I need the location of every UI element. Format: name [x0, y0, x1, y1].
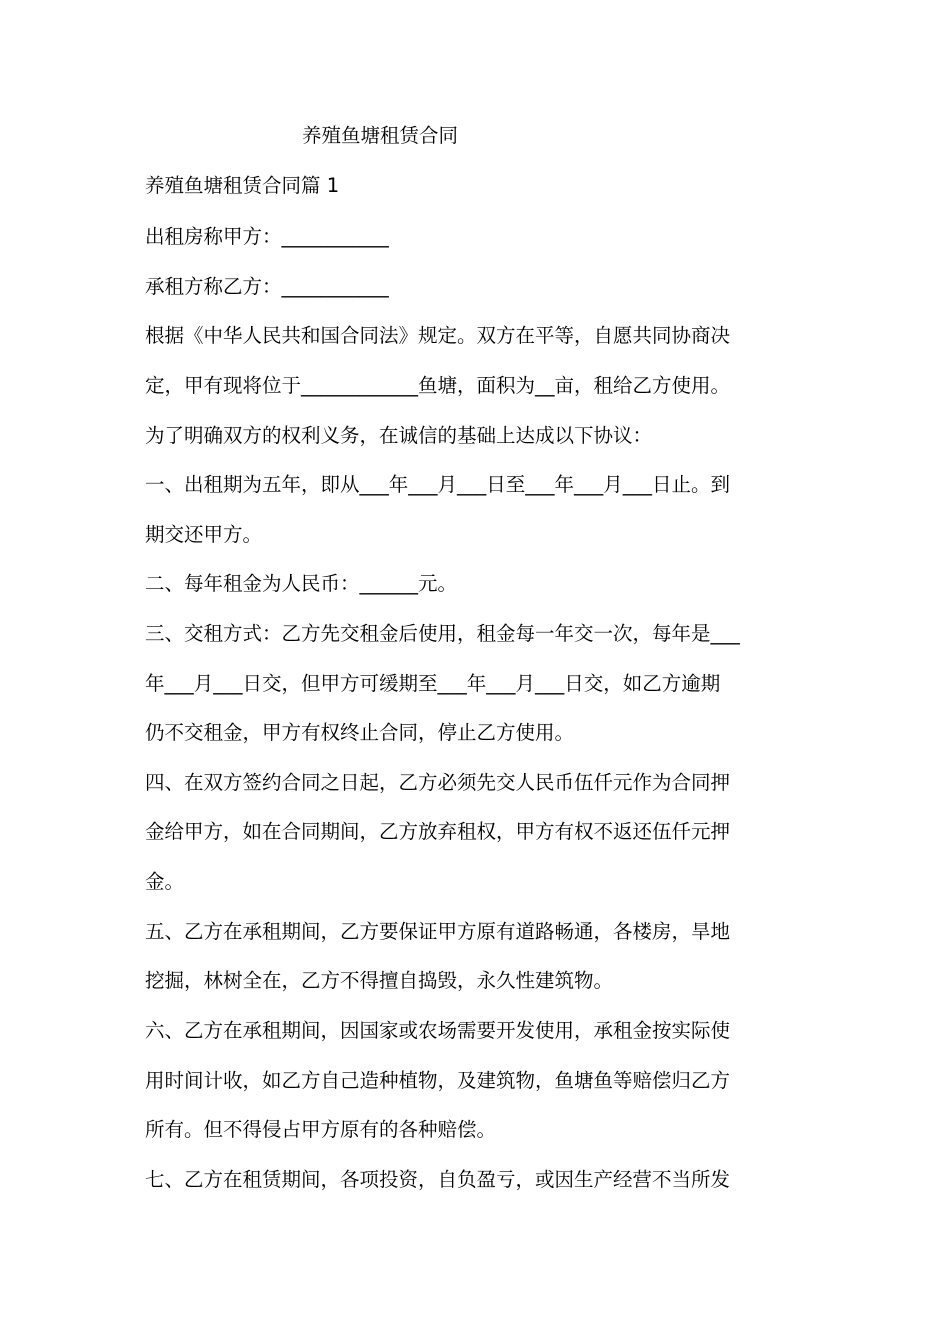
clause-4-line: 四、在双方签约合同之日起，乙方必须先交人民币伍仟元作为合同押: [145, 771, 731, 794]
clause-3-line: 仍不交租金，甲方有权终止合同，停止乙方使用。: [145, 721, 575, 744]
clause-5-line: 挖掘，林树全在，乙方不得擅自捣毁，永久性建筑物。: [145, 969, 614, 992]
clause-6-line: 所有。但不得侵占甲方原有的各种赔偿。: [145, 1118, 497, 1141]
document-title: 养殖鱼塘租赁合同: [302, 124, 459, 147]
paragraph-line: 根据《中华人民共和国合同法》规定。双方在平等，自愿共同协商决: [145, 324, 731, 347]
paragraph-line: 定，甲有现将位于____________鱼塘，面积为__亩，租给乙方使用。: [145, 374, 731, 397]
section-heading: 养殖鱼塘租赁合同篇 1: [145, 174, 340, 197]
clause-3-line: 三、交租方式：乙方先交租金后使用，租金每一年交一次，每年是___: [145, 622, 740, 645]
clause-6-line: 六、乙方在承租期间，因国家或农场需要开发使用，承租金按实际使: [145, 1019, 731, 1042]
clause-6-line: 用时间计收，如乙方自己造种植物，及建筑物，鱼塘鱼等赔偿归乙方: [145, 1069, 731, 1092]
clause-1-line: 一、出租期为五年，即从___年___月___日至___年___月___日止。到: [145, 473, 731, 496]
clause-4-line: 金给甲方，如在合同期间，乙方放弃租权，甲方有权不返还伍仟元押: [145, 820, 731, 843]
lessor-line: 出租房称甲方：___________: [145, 225, 389, 248]
clause-7-line: 七、乙方在租赁期间，各项投资，自负盈亏，或因生产经营不当所发: [145, 1168, 731, 1191]
clause-5-line: 五、乙方在承租期间，乙方要保证甲方原有道路畅通，各楼房，旱地: [145, 920, 731, 943]
clause-3-line: 年___月___日交，但甲方可缓期至___年___月___日交，如乙方逾期: [145, 672, 721, 695]
clause-2-line: 二、每年租金为人民币：______元。: [145, 572, 458, 595]
lessee-line: 承租方称乙方：___________: [145, 275, 389, 298]
paragraph-line: 为了明确双方的权利义务，在诚信的基础上达成以下协议：: [145, 424, 653, 447]
clause-4-line: 金。: [145, 870, 185, 893]
clause-1-line: 期交还甲方。: [145, 523, 263, 546]
